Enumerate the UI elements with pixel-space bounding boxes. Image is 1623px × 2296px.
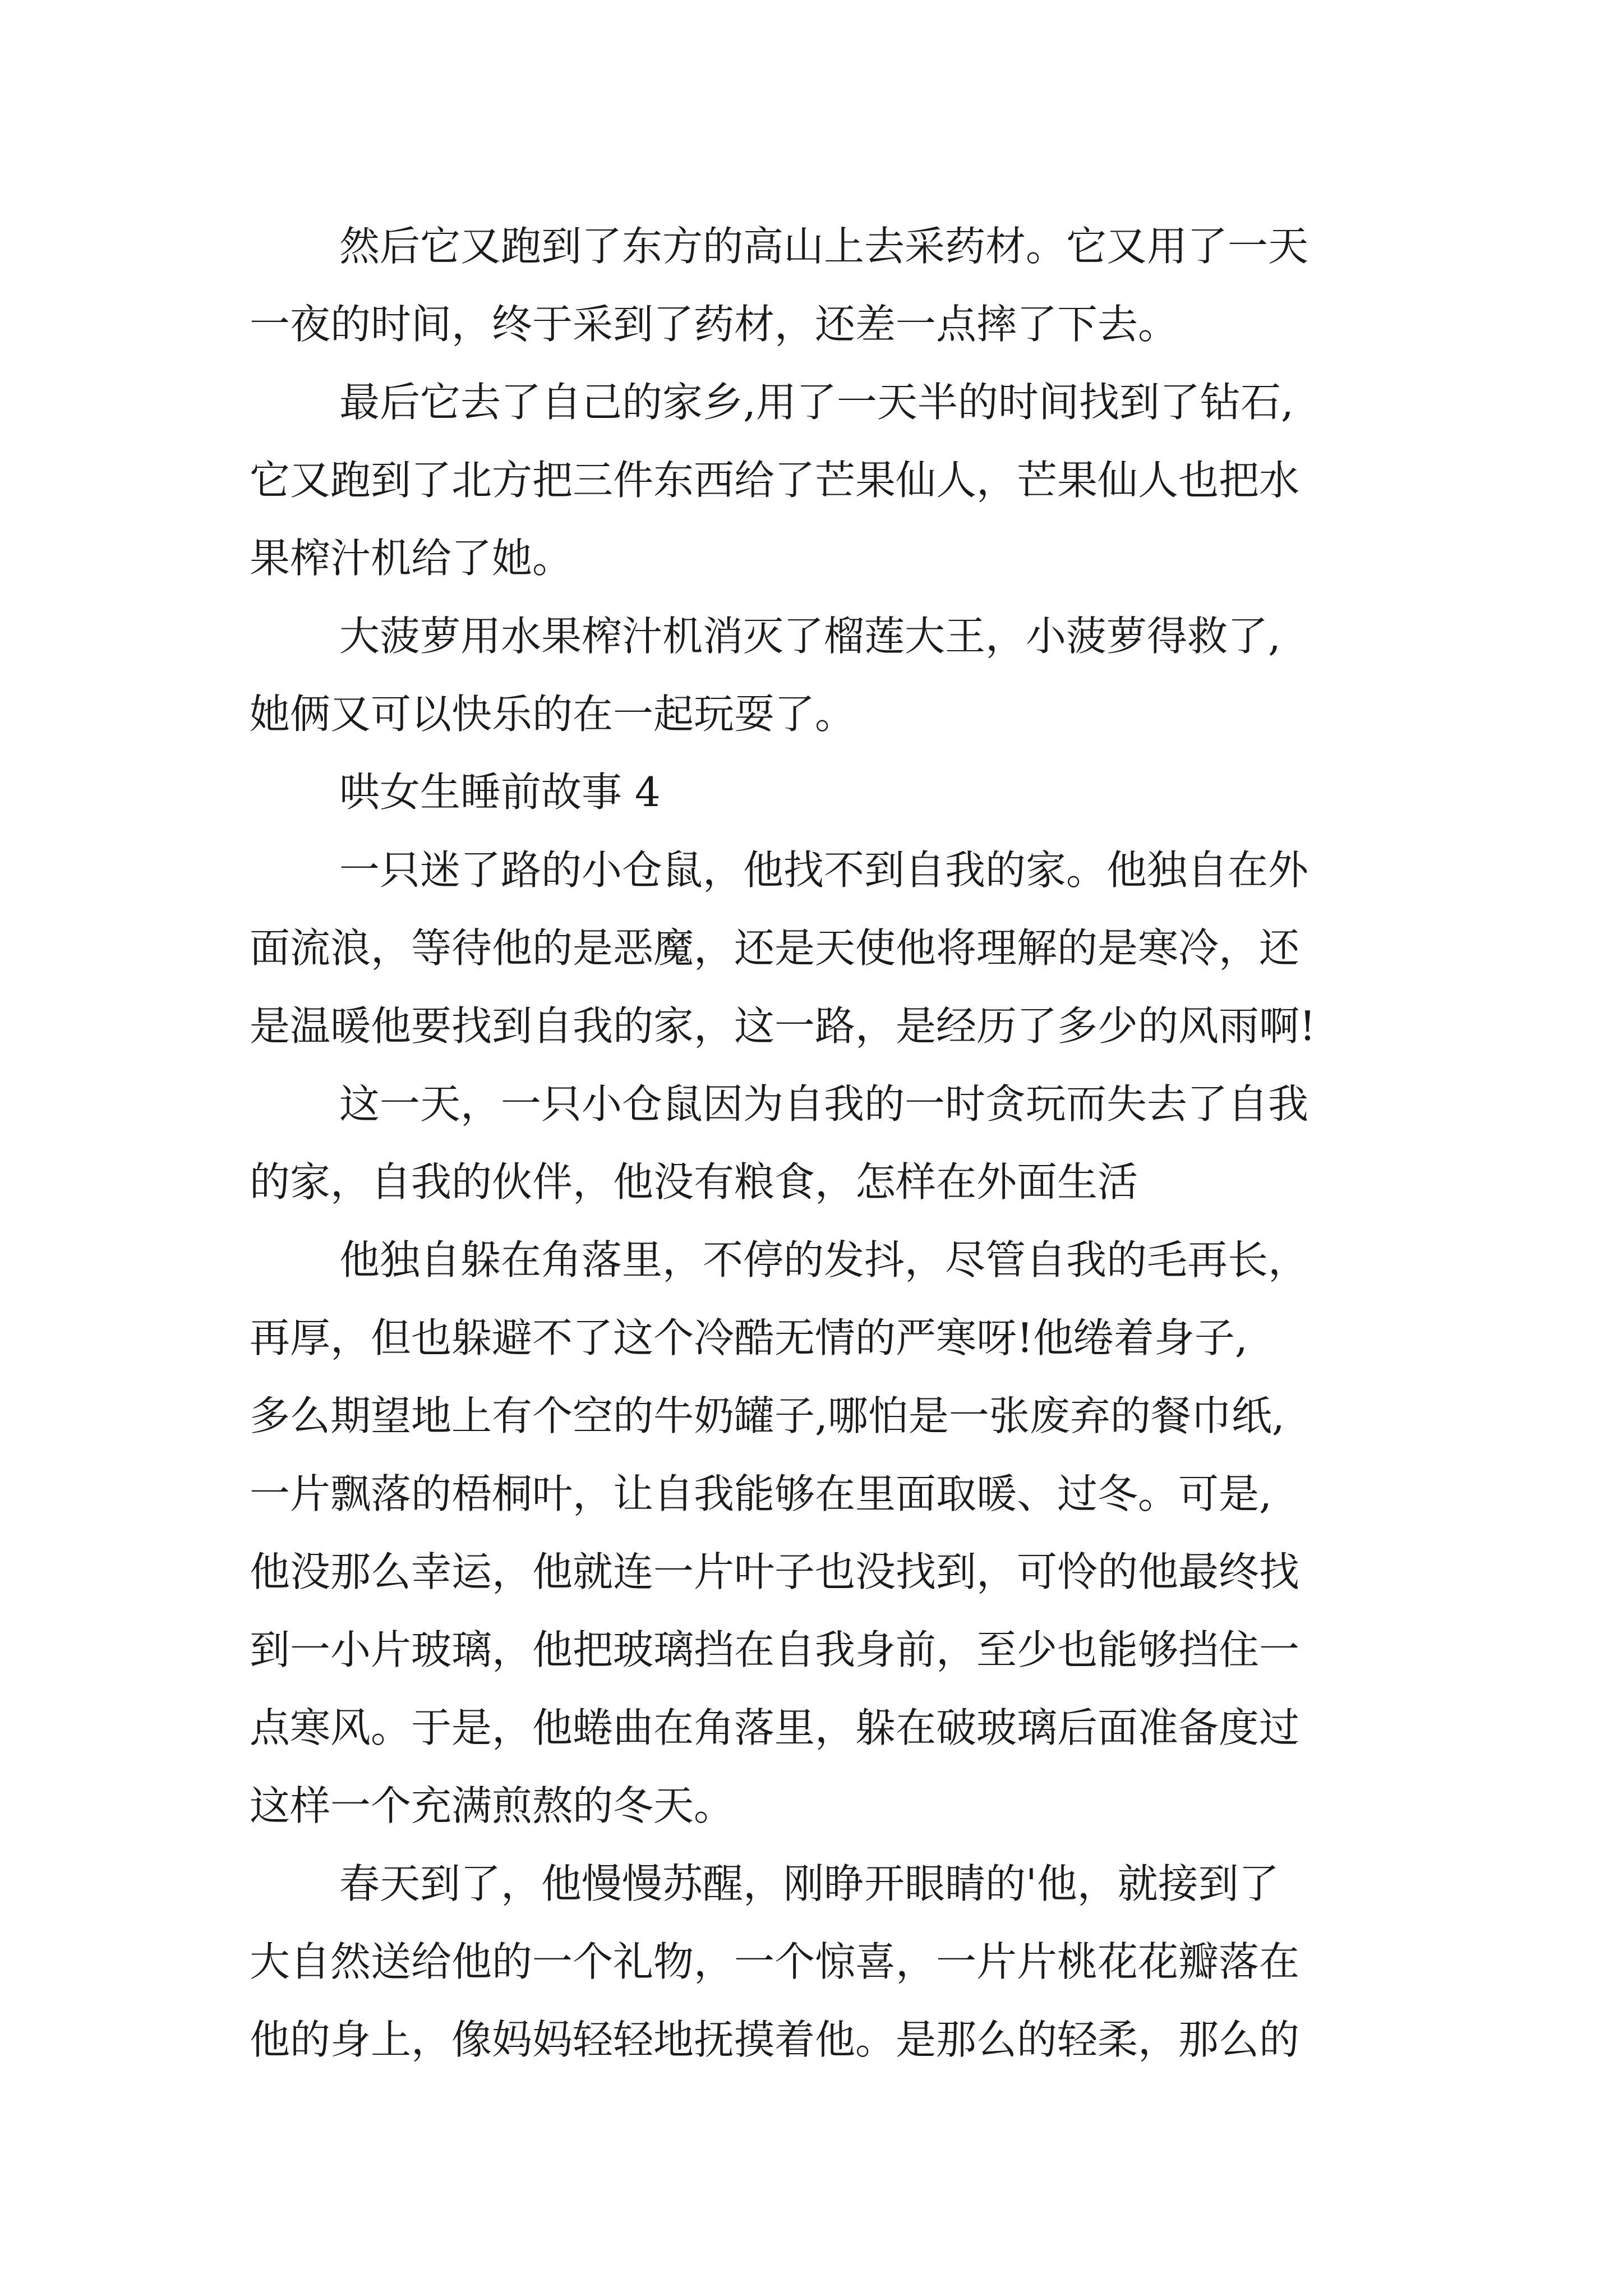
text-line: 多么期望地上有个空的牛奶罐子,哪怕是一张废弃的餐巾纸, [250,1392,1285,1439]
text-line: 他没那么幸运，他就连一片叶子也没找到，可怜的他最终找 [250,1548,1300,1595]
text-line: 然后它又跑到了东方的高山上去采药材。它又用了一天 [339,223,1309,270]
paragraph [250,831,1399,1065]
text-line: 他的身上，像妈妈轻轻地抚摸着他。是那么的轻柔，那么的 [250,2016,1300,2063]
heading-text: 哄女生睡前故事 4 [339,769,661,816]
text-line: 她俩又可以快乐的在一起玩耍了。 [250,691,856,738]
text-line: 点寒风。于是，他蜷曲在角落里，躲在破玻璃后面准备度过 [250,1704,1300,1751]
text-line: 果榨汁机给了她。 [250,535,573,582]
text-line: 一片飘落的梧桐叶，让自我能够在里面取暖、过冬。可是, [250,1470,1272,1517]
text-line: 春天到了，他慢慢苏醒，刚睁开眼睛的'他，就接到了 [339,1860,1279,1907]
text-line: 到一小片玻璃，他把玻璃挡在自我身前，至少也能够挡住一 [250,1626,1300,1673]
paragraph [250,1065,1399,1221]
text-line: 再厚，但也躲避不了这个冷酷无情的严寒呀!他绻着身子, [250,1314,1248,1361]
text-line: 他独自躲在角落里，不停的发抖，尽管自我的毛再长， [339,1236,1309,1283]
text-line: 一夜的时间，终于采到了药材，还差一点摔了下去。 [250,301,1179,348]
text-line: 它又跑到了北方把三件东西给了芒果仙人，芒果仙人也把水 [250,457,1300,504]
text-line: 大菠萝用水果榨汁机消灭了榴莲大王，小菠萝得救了, [339,613,1281,660]
text-line: 的家，自我的伙伴，他没有粮食，怎样在外面生活 [250,1158,1138,1205]
text-line: 一只迷了路的小仓鼠，他找不到自我的家。他独自在外 [339,846,1309,894]
section-heading [250,753,1399,831]
text-line: 最后它去了自己的家乡,用了一天半的时间找到了钻石, [339,379,1294,426]
text-line: 这样一个充满煎熬的冬天。 [250,1782,735,1829]
text-line: 面流浪，等待他的是恶魔，还是天使他将理解的是寒冷，还 [250,924,1300,972]
paragraph [250,597,1399,753]
text-line: 是温暖他要找到自我的家，这一路，是经历了多少的风雨啊! [250,1002,1316,1050]
paragraph [250,364,1399,597]
text-line: 大自然送给他的一个礼物，一个惊喜，一片片桃花花瓣落在 [250,1938,1300,1985]
paragraph [250,1845,1399,2079]
paragraph [250,1221,1399,1845]
text-line: 这一天，一只小仓鼠因为自我的一时贪玩而失去了自我 [339,1080,1309,1128]
paragraph [250,208,1399,364]
document-body [250,208,1399,2079]
